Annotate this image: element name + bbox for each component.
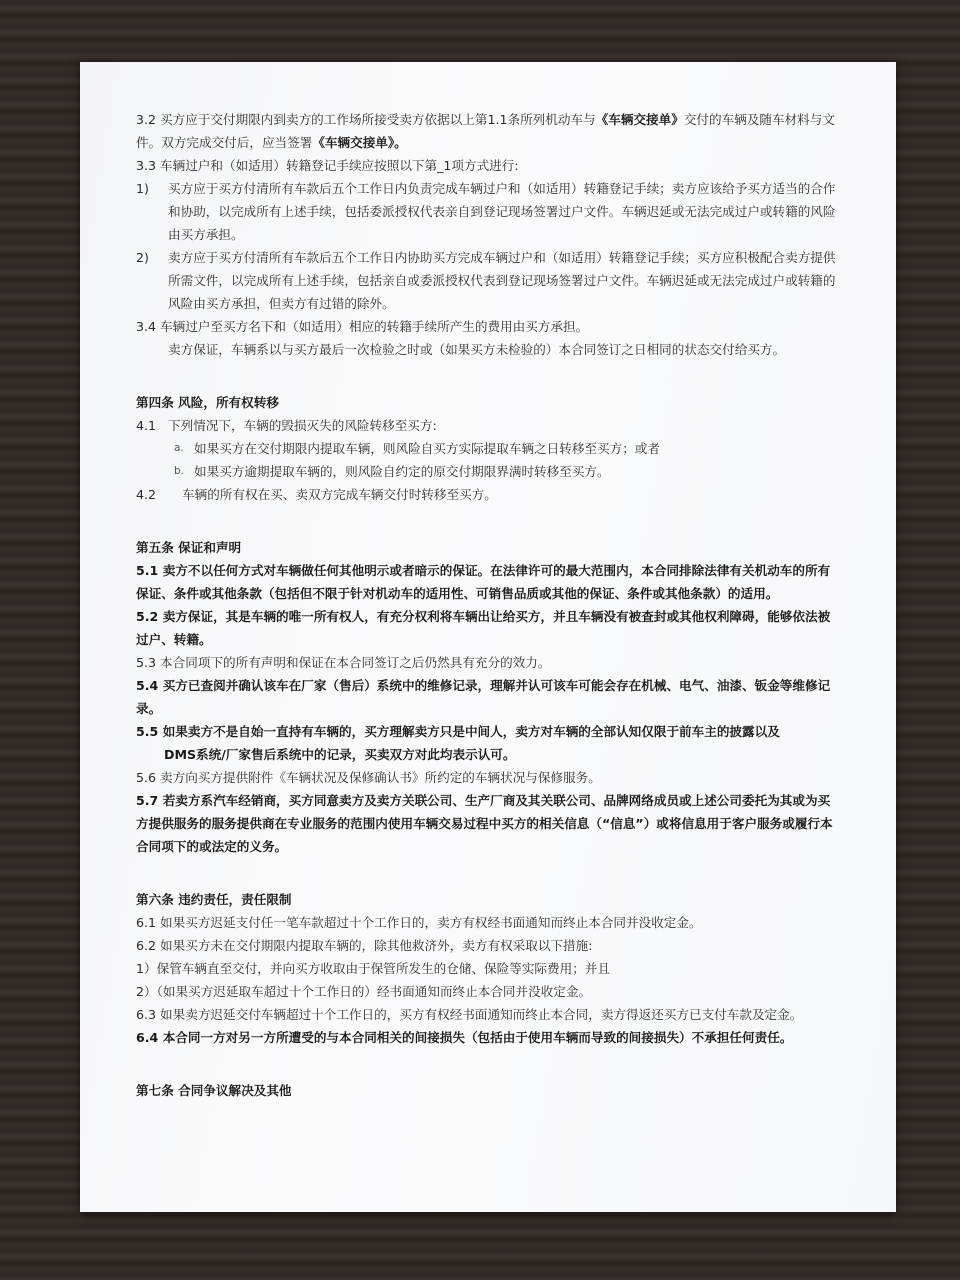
contract-text — [136, 108, 836, 1102]
article-7-heading: 第七条 合同争议解决及其他 — [136, 1083, 292, 1098]
clause-5-6: 5.6 卖方向买方提供附件《车辆状况及保修确认书》所约定的车辆状况与保修服务。 — [136, 770, 601, 785]
clause-4-1-a-text: 如果买方在交付期限内提取车辆，则风险自买方实际提取车辆之日转移至买方；或者 — [194, 441, 660, 456]
clause-6-3: 6.3 如果卖方迟延交付车辆超过十个工作日的，买方有权经书面通知而终止本合同，卖方得返还买方已支付车款及定金。 — [136, 1007, 803, 1022]
clause-3-4: 3.4 车辆过户至买方名下和（如适用）相应的转籍手续所产生的费用由买方承担。 — [136, 319, 589, 334]
clause-4-1-b — [136, 460, 836, 483]
clause-4-1-b-text: 如果买方逾期提取车辆的，则风险自约定的原交付期限界满时转移至买方。 — [194, 464, 610, 479]
article-4-heading: 第四条 风险，所有权转移 — [136, 395, 279, 410]
option-2-number: 2) — [136, 250, 149, 265]
clause-3-2-text: 3.2 买方应于交付期限内到卖方的工作场所接受卖方依据以上第1.1条所列机动车与 — [136, 112, 596, 127]
option-1-number: 1) — [136, 181, 149, 196]
clause-6-4: 6.4 本合同一方对另一方所遭受的与本合同相关的间接损失（包括由于使用车辆而导致的间接损失）不承担任何责任。 — [136, 1030, 793, 1045]
clause-4-2 — [136, 483, 836, 506]
clause-3-4-warranty: 卖方保证，车辆系以与买方最后一次检验之时或（如果买方未检验的）本合同签订之日相同的状态交付给买方。 — [168, 342, 786, 357]
clause-3-3-option-1 — [136, 177, 836, 246]
clause-4-1-number: 4.1 — [136, 418, 157, 433]
clause-4-1-a-letter: a. — [174, 442, 184, 454]
option-1-text: 买方应于买方付清所有车款后五个工作日内负责完成车辆过户和（如适用）转籍登记手续；卖方应该给予买方适当的合作和协助，以完成所有上述手续，包括委派授权代表亲自到登记现场签署过户文件。车辆迟延或无法完成过户或转籍的风险由买方承担。 — [168, 181, 836, 242]
clause-4-2-text: 车辆的所有权在买、卖双方完成车辆交付时转移至买方。 — [182, 487, 497, 502]
clause-3-2-end: 。 — [394, 135, 407, 150]
clause-5-3: 5.3 本合同项下的所有声明和保证在本合同签订之后仍然具有充分的效力。 — [136, 655, 551, 670]
clause-5-5: 5.5 如果卖方不是自始一直持有车辆的，买方理解卖方只是中间人，卖方对车辆的全部认知仅限于前车主的披露以及 — [136, 724, 780, 739]
clause-6-1: 6.1 如果买方迟延支付任一笔车款超过十个工作日的，卖方有权经书面通知而终止本合同并没收定金。 — [136, 915, 702, 930]
clause-4-1-text: 下列情况下，车辆的毁损灭失的风险转移至买方: — [168, 418, 437, 433]
clause-6-2: 6.2 如果买方未在交付期限内提取车辆的，除其他救济外，卖方有权采取以下措施: — [136, 938, 593, 953]
clause-4-1-a — [136, 437, 836, 460]
vehicle-handover-form-title: 《车辆交接单》 — [595, 112, 684, 127]
clause-6-2-measure-2: 2）（如果买方迟延取车超过十个工作日的）经书面通知而终止本合同并没收定金。 — [136, 984, 592, 999]
clause-4-2-number: 4.2 — [136, 487, 157, 502]
clause-4-1 — [136, 414, 836, 437]
vehicle-handover-form-title-2: 《车辆交接单》 — [312, 135, 395, 150]
clause-4-1-b-letter: b. — [174, 465, 185, 477]
article-5-heading: 第五条 保证和声明 — [136, 540, 242, 555]
clause-3-2 — [136, 108, 836, 154]
contract-page — [80, 62, 896, 1212]
clause-3-3-option-2 — [136, 246, 836, 315]
clause-5-1: 5.1 卖方不以任何方式对车辆做任何其他明示或者暗示的保证。在法律许可的最大范围内，本合同排除法律有关机动车的所有保证、条件或其他条款（包括但不限于针对机动车的适用性、可销售品质或其他的保证、条件或其他条款）的适用。 — [136, 563, 831, 601]
clause-5-5-cont: DMS系统/厂家售后系统中的记录，买卖双方对此均表示认可。 — [164, 747, 516, 762]
article-6-heading: 第六条 违约责任，责任限制 — [136, 892, 292, 907]
clause-3-3: 3.3 车辆过户和（如适用）转籍登记手续应按照以下第_1项方式进行: — [136, 158, 519, 173]
clause-6-2-measure-1: 1）保管车辆直至交付，并向买方收取由于保管所发生的仓储、保险等实际费用；并且 — [136, 961, 610, 976]
clause-5-2: 5.2 卖方保证，其是车辆的唯一所有权人，有充分权利将车辆出让给买方，并且车辆没有被查封或其他权利障碍，能够依法被过户、转籍。 — [136, 609, 831, 647]
clause-3-2-text-2: 交付的车辆及随车材料与文件。双方完成交付后，应当签署 — [136, 112, 835, 150]
clause-5-7: 5.7 若卖方系汽车经销商，买方同意卖方及卖方关联公司、生产厂商及其关联公司、品牌网络成员或上述公司委托为其或为买方提供服务的服务提供商在专业服务的范围内使用车辆交易过程中买方的相关信息（“信息”）或将信息用于客户服务或履行本合同项下的或法定的义务。 — [136, 793, 833, 854]
clause-5-4: 5.4 买方已查阅并确认该车在厂家（售后）系统中的维修记录，理解并认可该车可能会存在机械、电气、油漆、钣金等维修记录。 — [136, 678, 831, 716]
option-2-text: 卖方应于买方付清所有车款后五个工作日内协助买方完成车辆过户和（如适用）转籍登记手续；买方应积极配合卖方提供所需文件，以完成所有上述手续，包括亲自或委派授权代表到登记现场签署过户文件。车辆迟延或无法完成过户或转籍的风险由买方承担，但卖方有过错的除外。 — [168, 250, 836, 311]
